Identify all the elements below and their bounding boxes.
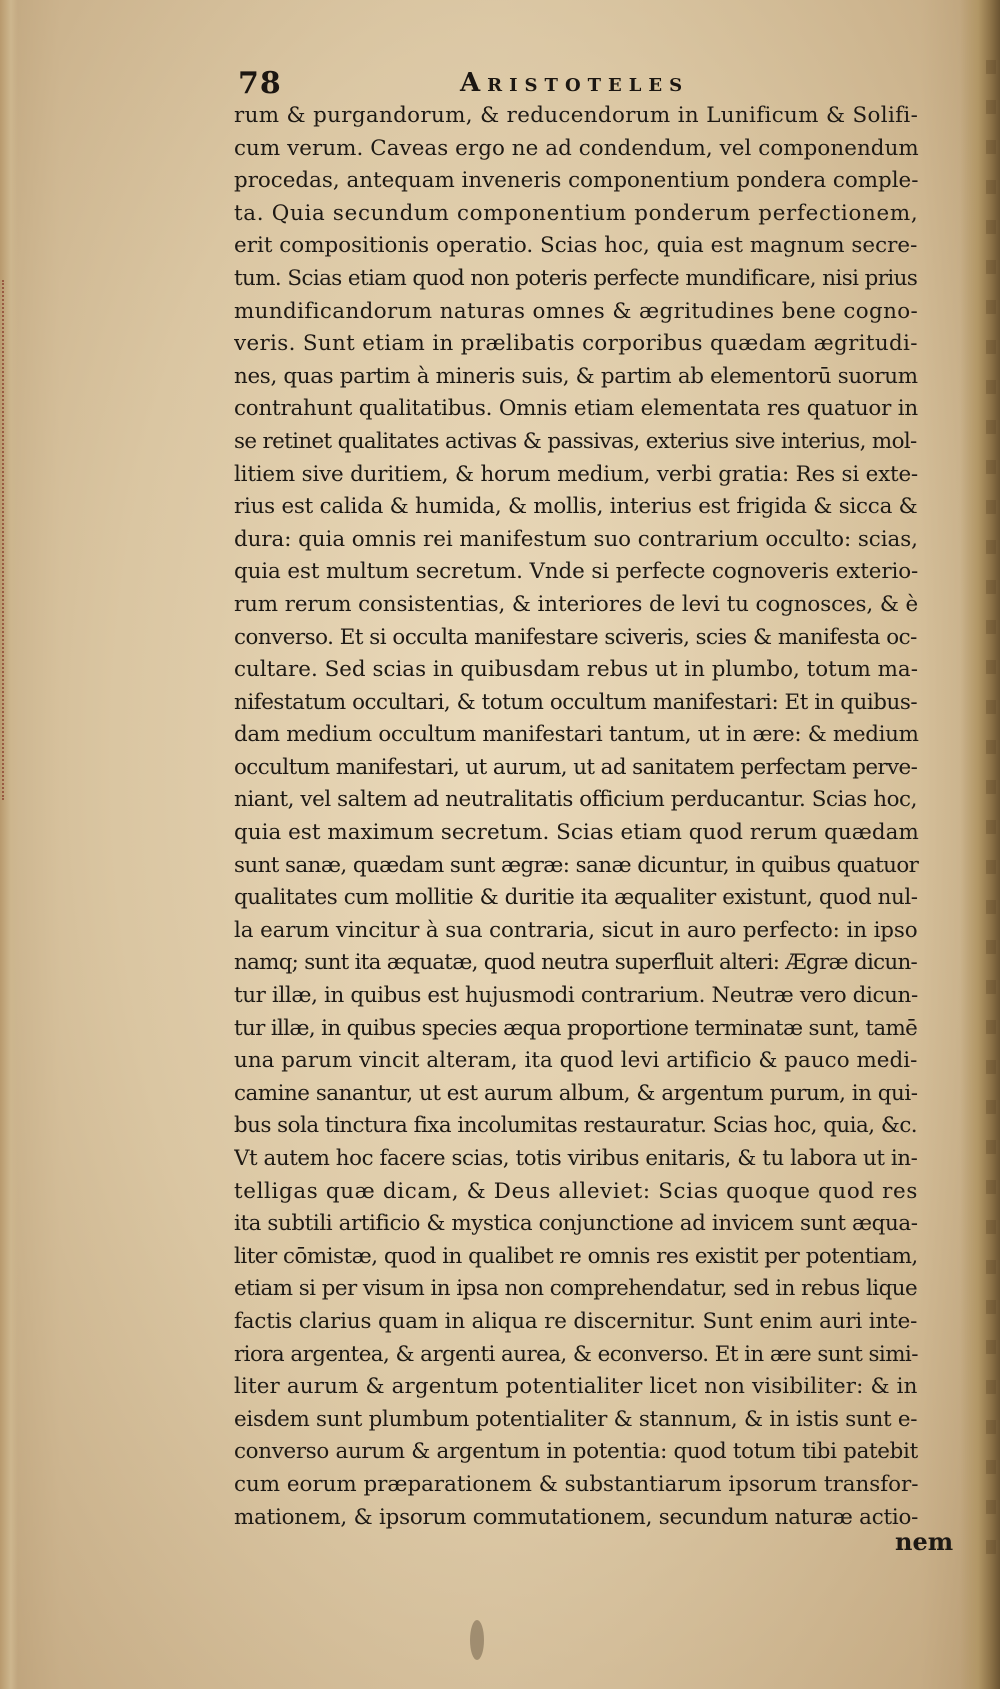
text-line: cum verum. Caveas ergo ne ad condendum, vel componendum (234, 135, 919, 161)
text-line: quia est maximum secretum. Scias etiam quod rerum quædam (234, 820, 919, 846)
body-text (234, 100, 964, 1534)
text-line: bus sola tinctura fixa incolumitas restauratur. Scias hoc, quia, &c. (234, 1113, 918, 1139)
text-line: cum eorum præparationem & substantiarum ipsorum transfor- (234, 1471, 919, 1497)
text-line: quia est multum secretum. Vnde si perfecte cognoveris exterio- (234, 559, 919, 585)
page-header (238, 66, 938, 102)
text-line: riora argentea, & argenti aurea, & econverso. Et in ære sunt simi- (234, 1341, 918, 1367)
text-line: factis clarius quam in aliqua re discernitur. Sunt enim auri inte- (234, 1308, 918, 1334)
text-line: rius est calida & humida, & mollis, interius est frigida & sicca & (234, 494, 918, 520)
margin-stain (2, 280, 8, 800)
text-line: contrahunt qualitatibus. Omnis etiam elementata res quatuor in (234, 396, 918, 422)
text-line: etiam si per visum in ipsa non comprehendatur, sed in rebus lique (234, 1276, 918, 1302)
text-line: veris. Sunt etiam in prælibatis corporibus quædam ægritudi- (234, 331, 918, 357)
text-line: rum & purgandorum, & reducendorum in Lunificum & Solifi- (234, 103, 919, 128)
fore-edge-wear (986, 60, 996, 1580)
text-line: tum. Scias etiam quod non poteris perfecte mundificare, nisi prius (234, 265, 918, 291)
text-line: Vt autem hoc facere scias, totis viribus enitaris, & tu labora ut in- (234, 1146, 918, 1171)
text-line: cultare. Sed scias in quibusdam rebus ut in plumbo, totum ma- (234, 657, 918, 683)
text-line: occultum manifestari, ut aurum, ut ad sanitatem perfectam perve- (234, 754, 918, 780)
text-line: tur illæ, in quibus species æqua proportione terminatæ sunt, tamē (234, 1015, 918, 1041)
text-line: la earum vincitur à sua contraria, sicut in auro perfecto: in ipso (234, 917, 918, 943)
catchword: nem (895, 1527, 954, 1556)
text-line: tur illæ, in quibus est hujusmodi contrarium. Neutræ vero dicun- (234, 983, 918, 1009)
text-line: converso aurum & argentum in potentia: quod totum tibi patebit (234, 1439, 918, 1465)
ink-smudge (470, 1620, 484, 1660)
text-line: niant, vel saltem ad neutralitatis officium perducantur. Scias hoc, (234, 787, 917, 813)
text-line: nifestatum occultari, & totum occultum manifestari: Et in quibus- (234, 689, 918, 715)
text-line: nes, quas partim à mineris suis, & partim ab elementorū suorum (234, 363, 918, 389)
text-line: una parum vincit alteram, ita quod levi artificio & pauco medi- (234, 1048, 918, 1074)
text-line: eisdem sunt plumbum potentialiter & stannum, & in istis sunt e- (234, 1406, 918, 1432)
running-title: Aristoteles (460, 68, 690, 98)
text-line: converso. Et si occulta manifestare sciveris, scies & manifesta oc- (234, 624, 917, 650)
text-line: ta. Quia secundum componentium ponderum perfectionem, (234, 200, 919, 226)
text-line: mationem, & ipsorum commutationem, secundum naturæ actio- (234, 1504, 919, 1530)
text-line: qualitates cum mollitie & duritie ita æqualiter existunt, quod nul- (234, 885, 918, 911)
text-line: se retinet qualitates activas & passivas, exterius sive interius, mol- (234, 428, 917, 454)
text-line: rum rerum consistentias, & interiores de levi tu cognosces, & è (234, 591, 919, 617)
text-line: telligas quæ dicam, & Deus alleviet: Scias quoque quod res (234, 1178, 918, 1204)
text-line: dam medium occultum manifestari tantum, ut in ære: & medium (234, 722, 919, 748)
text-line: dura: quia omnis rei manifestum suo contrarium occulto: scias, (234, 526, 918, 552)
text-line: procedas, antequam inveneris componentium pondera comple- (234, 168, 919, 194)
text-line: ita subtili artificio & mystica conjunctione ad invicem sunt æqua- (234, 1211, 918, 1237)
page-number: 78 (238, 66, 282, 101)
text-line: litiem sive duritiem, & horum medium, verbi gratia: Res si exte- (234, 461, 918, 487)
page-gutter-shadow (0, 0, 18, 1689)
text-line: camine sanantur, ut est aurum album, & argentum purum, in qui- (234, 1080, 918, 1106)
text-line: mundificandorum naturas omnes & ægritudines bene cogno- (234, 298, 919, 324)
text-line: sunt sanæ, quædam sunt ægræ: sanæ dicuntur, in quibus quatuor (234, 852, 919, 878)
text-line: erit compositionis operatio. Scias hoc, quia est magnum secre- (234, 233, 918, 259)
text-line: liter cōmistæ, quod in qualibet re omnis res existit per potentiam, (234, 1243, 918, 1269)
text-line: liter aurum & argentum potentialiter licet non visibiliter: & in (234, 1374, 918, 1400)
text-line: namq; sunt ita æquatæ, quod neutra superfluit alteri: Ægræ dicun- (234, 950, 918, 976)
